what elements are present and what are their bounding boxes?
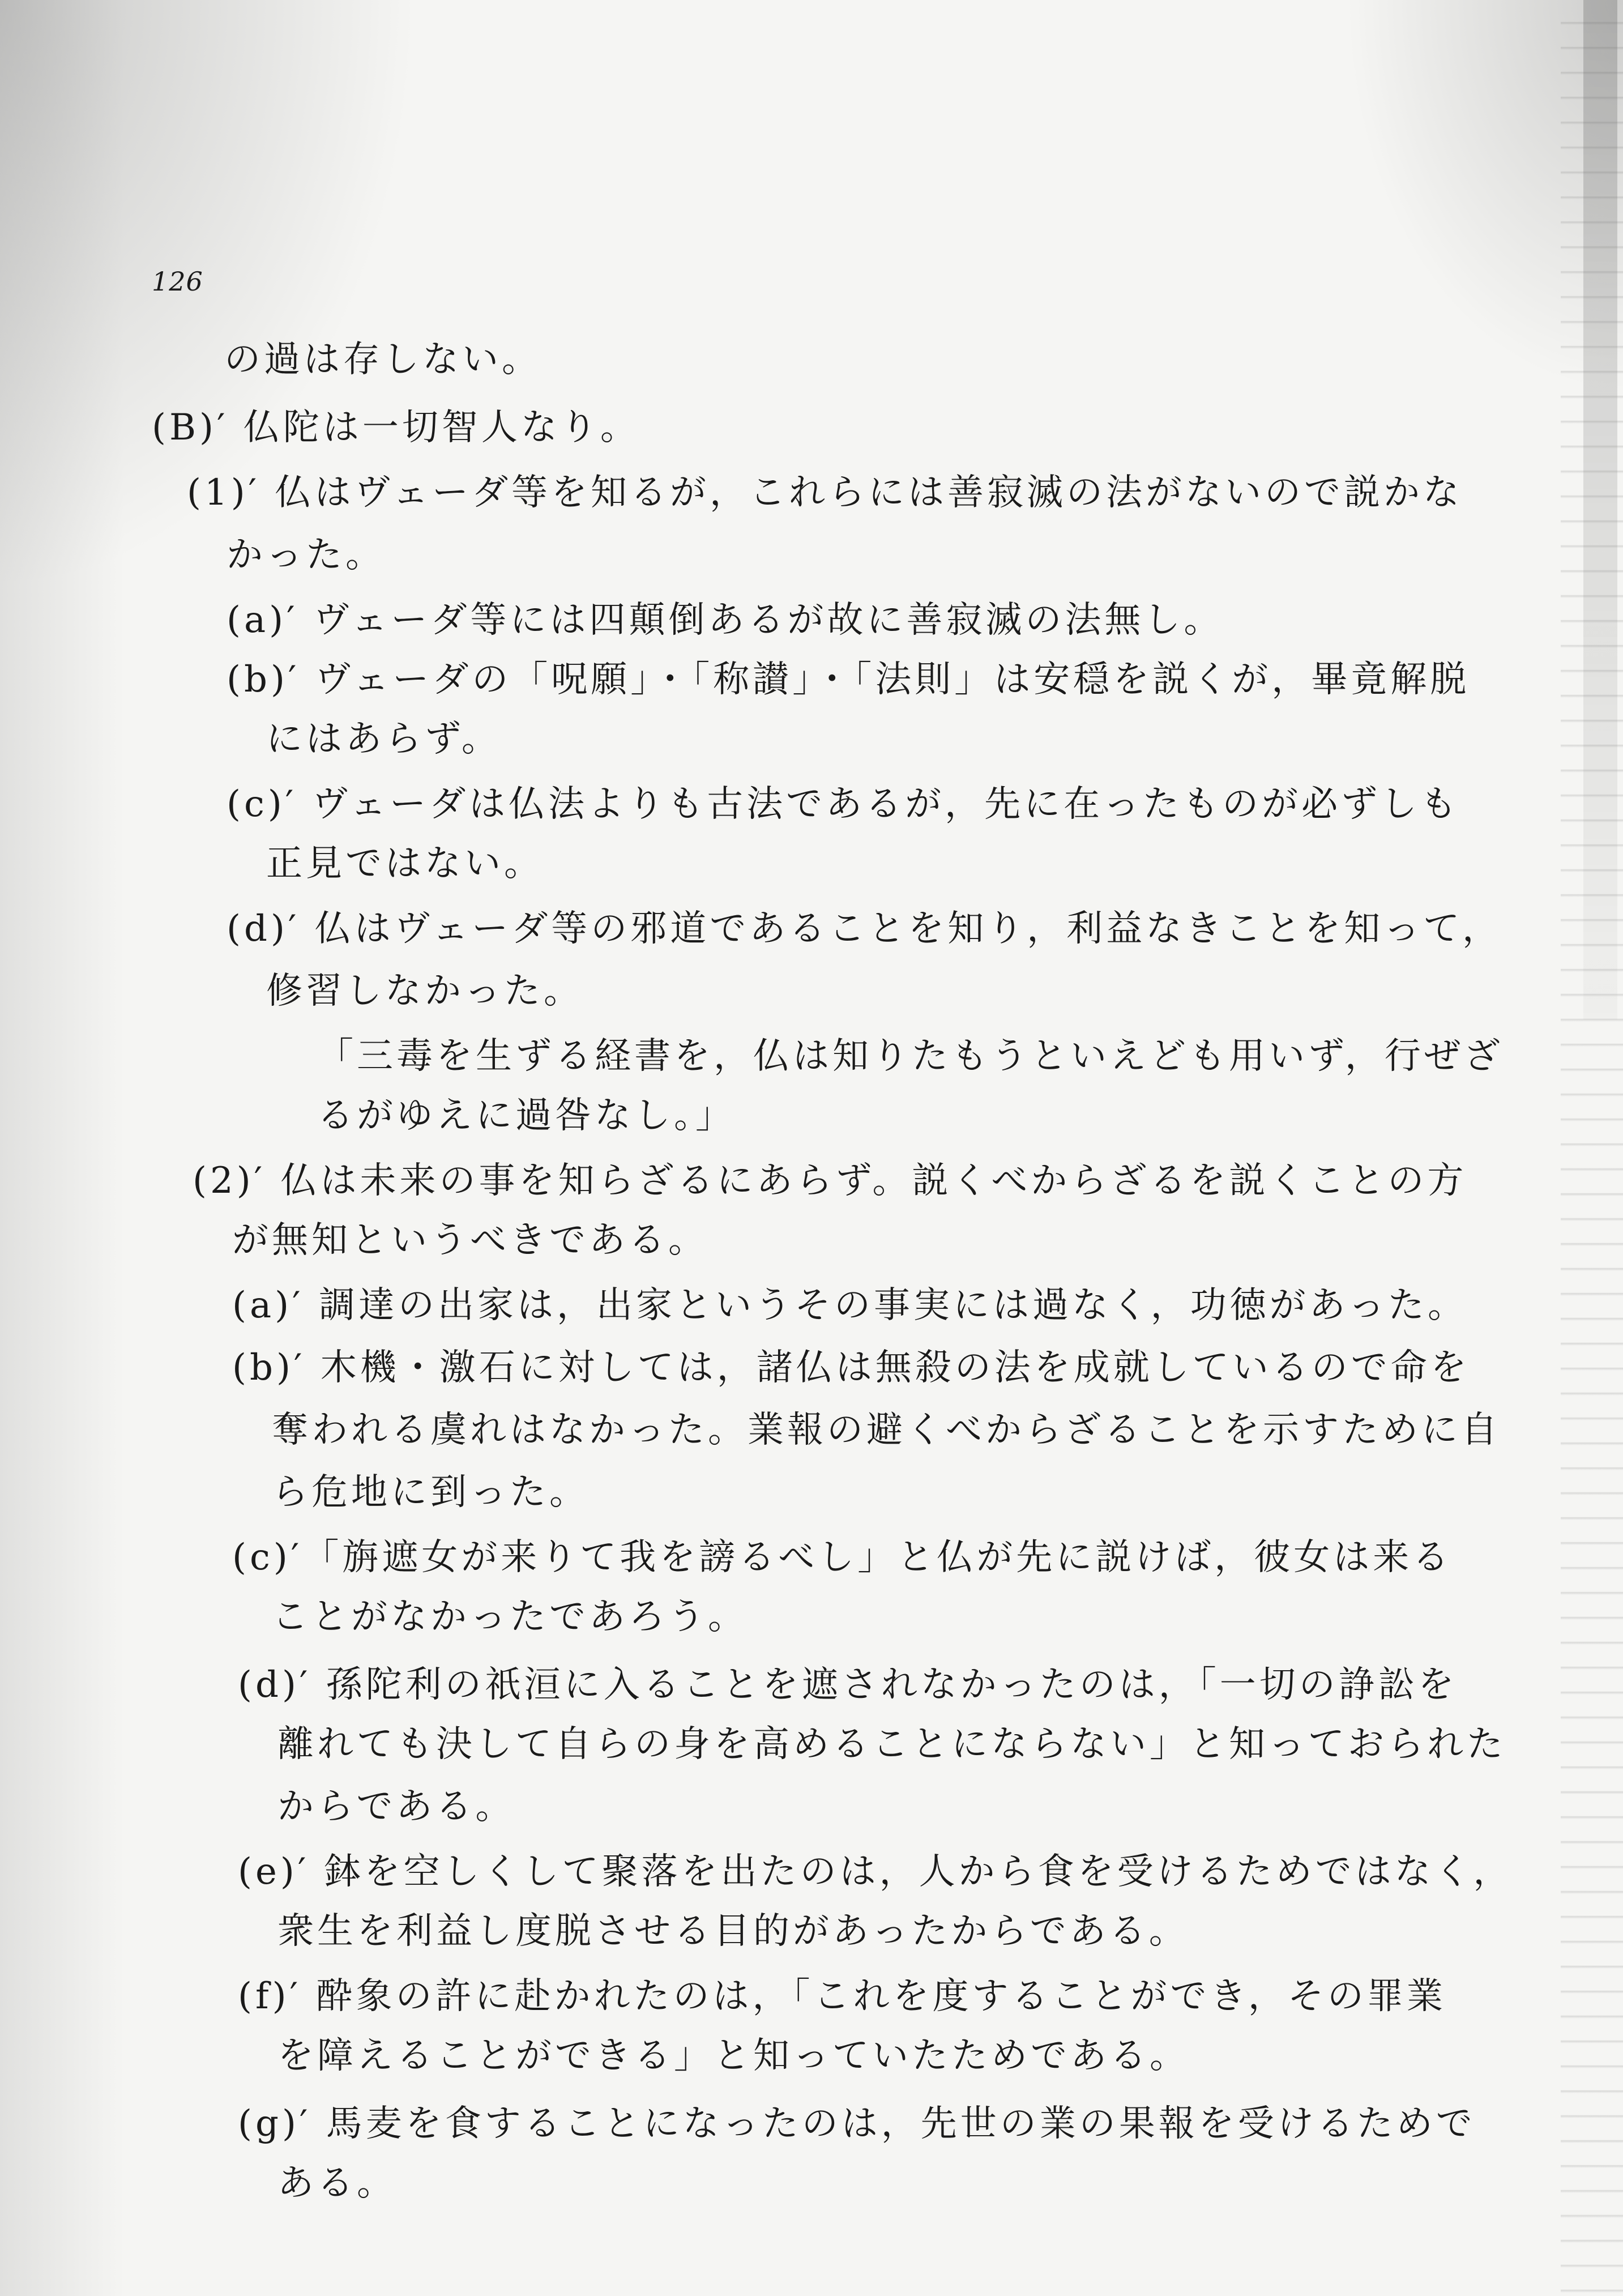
page-edge-shadow bbox=[1561, 0, 1623, 2296]
text-line: (a)′ ヴェーダ等には四顛倒あるが故に善寂滅の法無し。 bbox=[227, 599, 1224, 641]
text-line: 正見ではない。 bbox=[266, 843, 544, 885]
text-line: かった。 bbox=[227, 534, 385, 576]
text-line: (2)′ 仏は未来の事を知らざるにあらず。説くべからざるを説くことの方 bbox=[193, 1160, 1467, 1202]
text-line: (g)′ 馬麦を食することになったのは，先世の業の果報を受けるためで bbox=[238, 2103, 1476, 2145]
edge-bar bbox=[1583, 0, 1617, 1019]
text-line: (1)′ 仏はヴェーダ等を知るが，これらには善寂滅の法がないので説かな bbox=[187, 472, 1463, 514]
page-number: 126 bbox=[152, 266, 203, 297]
text-line: (d)′ 孫陀利の祇洹に入ることを遮されなかったのは，「一切の諍訟を bbox=[238, 1664, 1458, 1706]
text-line: (b)′ 木機・激石に対しては，諸仏は無殺の法を成就しているので命を bbox=[232, 1347, 1470, 1389]
text-line: (e)′ 鉢を空しくして聚落を出たのは，人から食を受けるためではなく， bbox=[238, 1851, 1513, 1893]
text-line: にはあらず。 bbox=[266, 718, 501, 760]
text-line: ことがなかったであろう。 bbox=[272, 1596, 748, 1638]
text-line: (f)′ 酔象の許に赴かれたのは，「これを度することができ，その罪業 bbox=[238, 1975, 1446, 2017]
text-line: からである。 bbox=[277, 1786, 515, 1828]
text-line: (c)′「旃遮女が来りて我を謗るべし」と仏が先に説けば，彼女は来る bbox=[232, 1537, 1453, 1578]
text-line: (B)′ 仏陀は一切智人なり。 bbox=[152, 407, 640, 449]
text-line: (c)′ ヴェーダは仏法よりも古法であるが，先に在ったものが必ずしも bbox=[227, 783, 1460, 825]
quote-line: 「三毒を生ずる経書を，仏は知りたもうといえども用いず，行ぜざ bbox=[317, 1035, 1504, 1077]
text-line: (d)′ 仏はヴェーダ等の邪道であることを知り，利益なきことを知って， bbox=[227, 908, 1502, 950]
text-line: 衆生を利益し度脱させる目的があったからである。 bbox=[277, 1910, 1189, 1952]
text-line: の過は存しない。 bbox=[224, 339, 541, 381]
text-line: (a)′ 調達の出家は，出家というその事実には過なく，功徳があった。 bbox=[232, 1284, 1468, 1326]
text-line: (b)′ ヴェーダの「呪願」・「称讃」・「法則」は安穏を説くが，畢竟解脱 bbox=[227, 659, 1470, 701]
text-line: が無知というべきである。 bbox=[232, 1219, 708, 1261]
text-line: を障えることができる」と知っていたためである。 bbox=[277, 2035, 1189, 2077]
text-line: 離れても決して自らの身を高めることにならない」と知っておられた bbox=[277, 1723, 1506, 1765]
text-line: ある。 bbox=[277, 2162, 396, 2204]
text-line: 奪われる虞れはなかった。業報の避くべからざることを示すために自 bbox=[272, 1409, 1501, 1451]
quote-line: るがゆえに過咎なし。」 bbox=[317, 1095, 735, 1137]
text-line: ら危地に到った。 bbox=[272, 1471, 589, 1513]
text-line: 修習しなかった。 bbox=[266, 970, 583, 1012]
